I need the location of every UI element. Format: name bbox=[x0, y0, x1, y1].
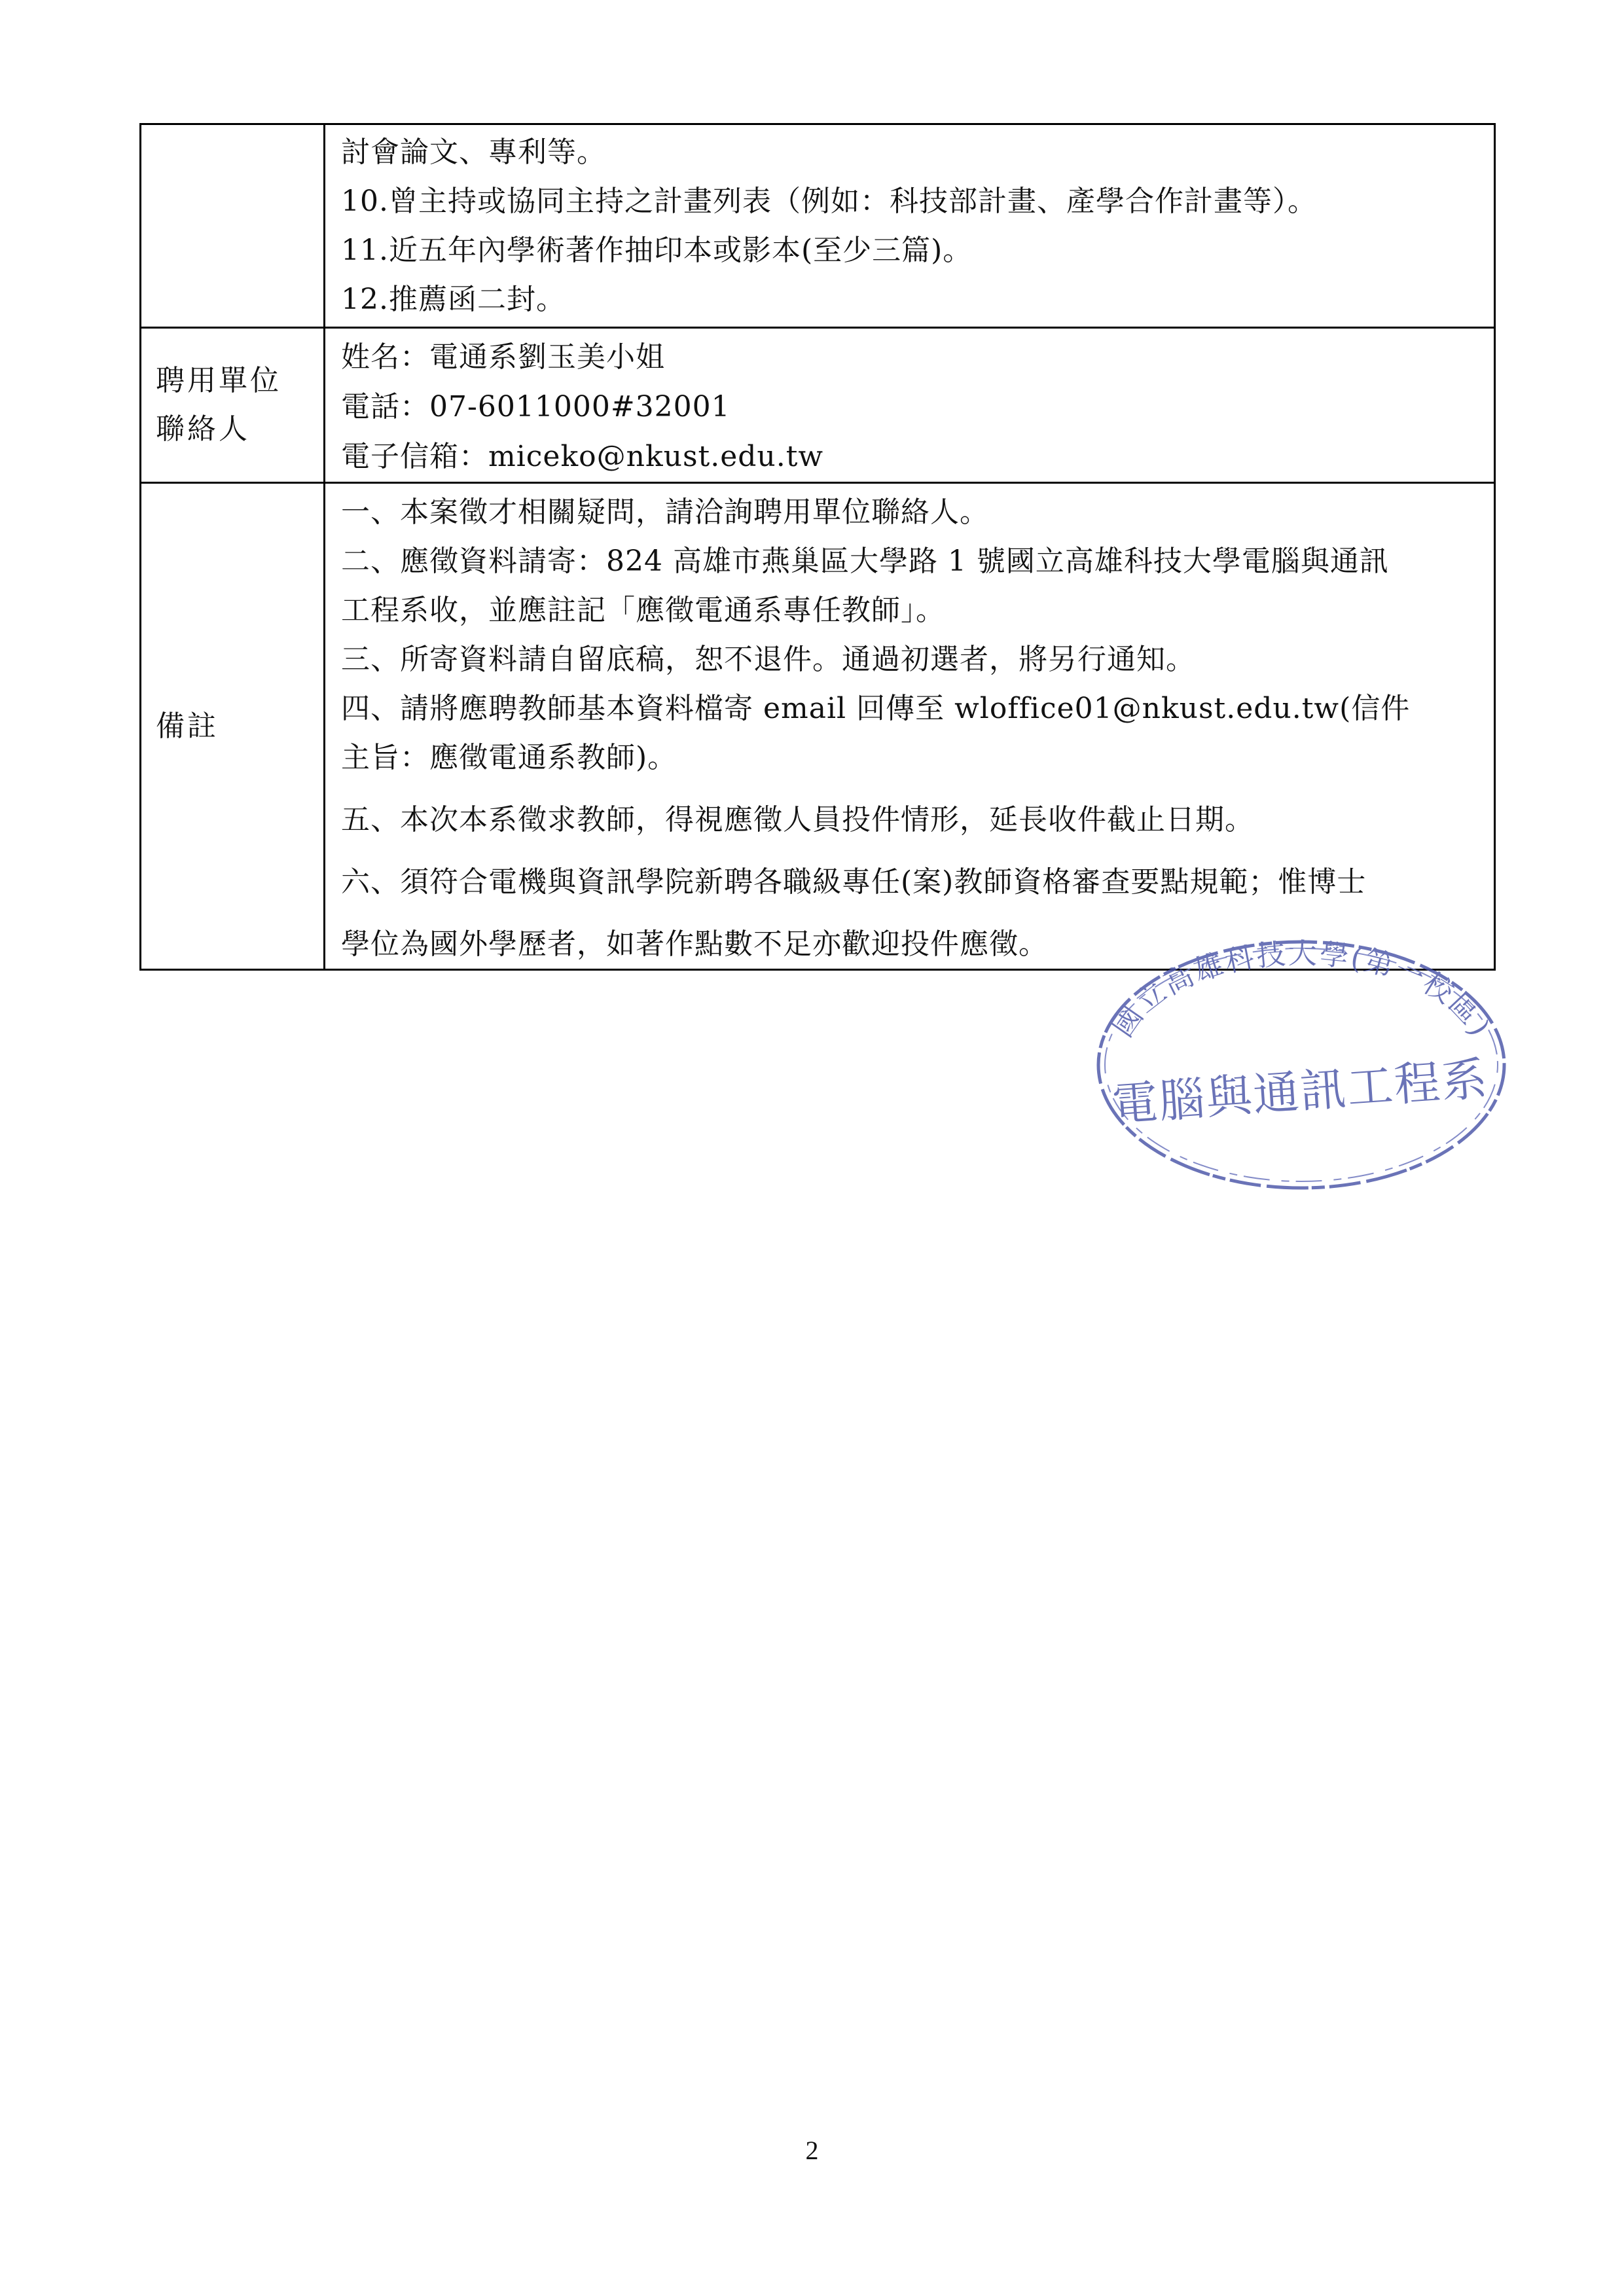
page-number: 2 bbox=[805, 2136, 819, 2165]
remark-line: 一、本案徵才相關疑問，請洽詢聘用單位聯絡人。 bbox=[341, 495, 989, 529]
contact-name: 姓名：電通系劉玉美小姐 bbox=[341, 340, 665, 374]
attachment-line: 討會論文、專利等。 bbox=[341, 135, 606, 169]
label-cell-empty bbox=[141, 124, 325, 328]
remark-line: 三、所寄資料請自留底稿，恕不退件。通過初選者，將另行通知。 bbox=[341, 643, 1195, 676]
attachment-line: 12.推薦函二封。 bbox=[341, 283, 566, 316]
table-row-contact bbox=[141, 328, 1495, 483]
remark-line: 六、須符合電機與資訊學院新聘各職級專任(案)教師資格審查要點規範；惟博士 bbox=[341, 865, 1367, 899]
remark-line: 二、應徵資料請寄：824 高雄市燕巢區大學路 1 號國立高雄科技大學電腦與通訊 bbox=[341, 545, 1389, 578]
table-row-attachments bbox=[141, 124, 1495, 328]
contact-email: 電子信箱：miceko@nkust.edu.tw bbox=[341, 440, 824, 473]
table-row-remarks bbox=[141, 483, 1495, 970]
department-seal-stamp bbox=[1079, 911, 1524, 1199]
label-cell-remarks bbox=[141, 483, 325, 970]
contact-phone: 電話：07-6011000#32001 bbox=[341, 390, 731, 423]
stamp-inner-text: 電腦與通訊工程系 bbox=[1110, 1052, 1490, 1132]
svg-text:國立高雄科技大學(第一校區) bbox=[1106, 937, 1497, 1043]
remark-line: 主旨：應徵電通系教師)。 bbox=[341, 741, 677, 774]
contact-label-line: 聯絡人 bbox=[156, 412, 250, 446]
contact-label-line: 聘用單位 bbox=[156, 364, 281, 397]
content-cell-remarks bbox=[325, 483, 1495, 970]
remark-line: 四、請將應聘教師基本資料檔寄 email 回傳至 wloffice01@nkust.edu.tw(信件 bbox=[341, 692, 1411, 725]
content-cell-attachments bbox=[325, 124, 1495, 328]
remark-line: 五、本次本系徵求教師，得視應徵人員投件情形，延長收件截止日期。 bbox=[341, 803, 1254, 836]
remark-line: 工程系收，並應註記「應徵電通系專任教師」。 bbox=[341, 594, 945, 627]
stamp-outer-text: 國立高雄科技大學(第一校區) bbox=[1106, 937, 1497, 1043]
content-cell-contact bbox=[325, 328, 1495, 483]
label-cell-contact bbox=[141, 328, 325, 483]
recruitment-info-table bbox=[139, 123, 1496, 971]
attachment-line: 10.曾主持或協同主持之計畫列表（例如：科技部計畫、產學合作計畫等）。 bbox=[341, 185, 1317, 218]
remarks-label: 備註 bbox=[156, 709, 219, 743]
attachment-line: 11.近五年內學術著作抽印本或影本(至少三篇)。 bbox=[341, 234, 973, 267]
remark-line: 學位為國外學歷者，如著作點數不足亦歡迎投件應徵。 bbox=[341, 927, 1048, 961]
